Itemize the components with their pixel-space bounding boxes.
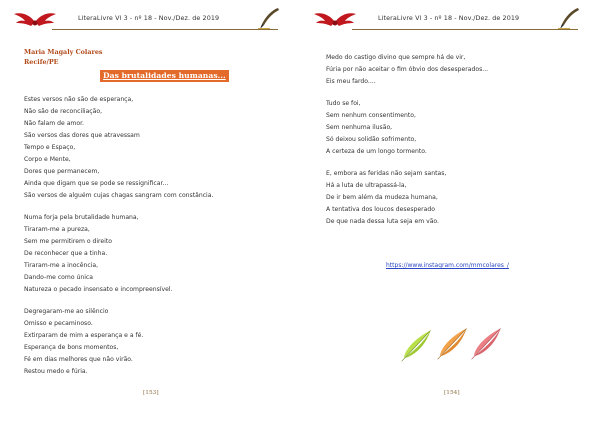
poem-line: Estes versos não são de esperança, [24,96,134,103]
poem-line: Degregaram-me ao silêncio [24,308,109,315]
poem-line: Dando-me como única [24,274,94,281]
page-header [300,6,600,30]
poem-line: Natureza o pecado insensato e incompreensível. [24,286,173,293]
poem-line: Só deixou solidão sofrimento, [326,136,417,143]
poem-line: A certeza de um longo tormento. [326,148,427,155]
right-page [300,0,600,424]
poem-line: Não são de reconciliação, [24,108,103,115]
poem-line: São versos de alguém cujas chagas sangram com constância. [24,192,214,199]
poem-line: Medo do castigo divino que sempre há de vir, [326,54,466,61]
poem-line: Esperança de bons momentos, [24,344,119,351]
poem-line: Dores que permanecem, [24,168,100,175]
winged-logo-icon [13,8,57,30]
poem-line: Sem nenhuma ilusão, [326,124,393,131]
feathers-decoration-icon [396,322,506,362]
winged-logo-icon [313,8,357,30]
poem-line: Extirparam de mim a esperança e a fé. [24,332,144,339]
poem-line: Fúria por não aceitar o fim óbvio dos desesperados... [326,66,489,73]
poem-line: De que nada dessa luta seja em vão. [326,218,439,225]
poem-line: Tiraram-me a pureza, [24,226,90,233]
instagram-link[interactable]: https://www.instagram.com/mmcolares_/ [386,262,509,269]
poem-line: Omisso e pecaminoso. [24,320,93,327]
poem-line: Corpo e Mente, [24,156,71,163]
page-number: [154] [444,390,460,396]
poem-line: Numa forja pela brutalidade humana, [24,214,139,221]
poem-line: Sem nenhum consentimento, [326,112,416,119]
poem-line: Tiraram-me a inocência, [24,262,99,269]
poem-line: Sem me permitirem o direito [24,238,112,245]
poem-line: De reconhecer que a tinha. [24,250,108,257]
poem-line: E, embora as feridas não sejam santas, [326,170,447,177]
poem-line: Não falam de amor. [24,120,84,127]
header-title: LiteraLivre Vl 3 - nº 18 - Nov./Dez. de 2019 [378,14,520,22]
author-name: Maria Magaly Colares [24,48,103,56]
poem-line: A tentativa dos loucos desesperado [326,206,435,213]
poem-line: São versos das dores que atravessam [24,132,140,139]
author-place: Recife/PE [24,58,59,66]
poem-line: Restou medo e fúria. [24,368,88,375]
poem-title: Das brutalidades humanas... [100,70,229,82]
page-number: [153] [143,390,159,396]
poem-line: Eis meu fardo.... [326,78,376,85]
poem-line: Fé em dias melhores que não virão. [24,356,133,363]
header-rule [52,29,278,30]
page-header [0,6,300,30]
header-rule [352,29,578,30]
header-title: LiteraLivre Vl 3 - nº 18 - Nov./Dez. de 2019 [78,14,220,22]
poem-line: Ainda que digam que se pode se ressignificar... [24,180,169,187]
poem-line: Tudo se foi, [326,100,361,107]
poem-line: De ir bem além da mudeza humana, [326,194,438,201]
poem-line: Tempo e Espaço, [24,144,76,151]
poem-line: Há a luta de ultrapassá-la, [326,182,407,189]
